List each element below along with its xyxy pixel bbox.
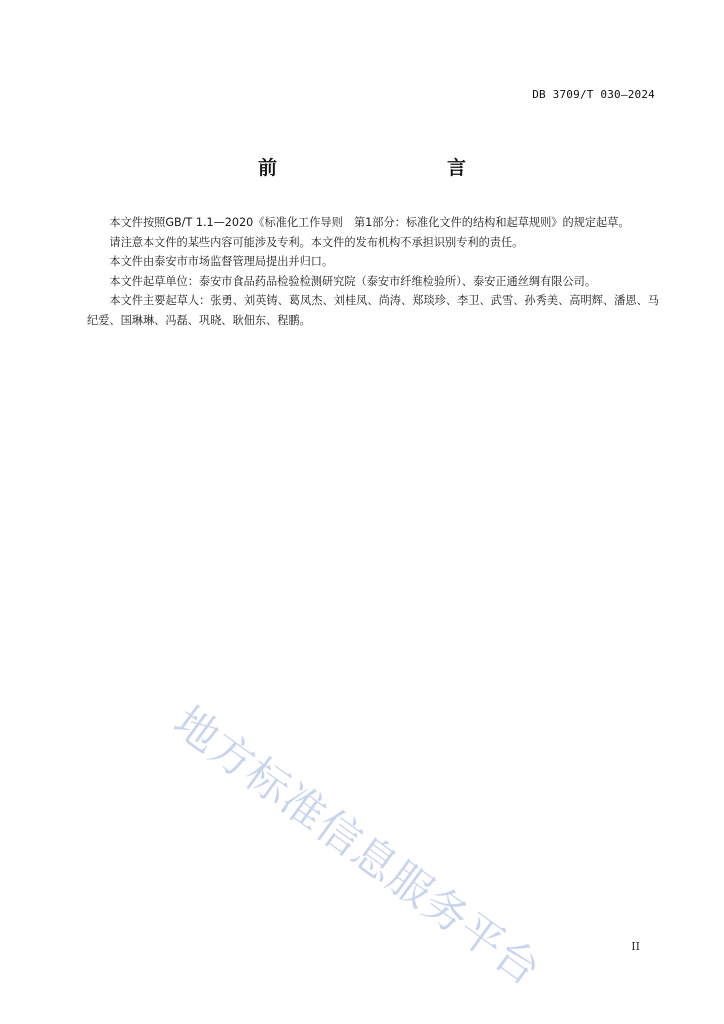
foreword-body bbox=[87, 213, 659, 331]
paragraph-drafting-rules: 本文件按照GB/T 1.1—2020《标准化工作导则 第1部分：标准化文件的结构和起草规则》的规定起草。 bbox=[109, 216, 630, 229]
paragraph-proposer: 本文件由泰安市市场监督管理局提出并归口。 bbox=[109, 255, 334, 269]
paragraph-drafting-units: 本文件起草单位：泰安市食品药品检验检测研究院（泰安市纤维检验所）、泰安正通丝绸有限公司。 bbox=[109, 274, 597, 288]
page-number: II bbox=[631, 940, 640, 953]
watermark: 地方标准信息服务平台 bbox=[164, 697, 550, 997]
paragraph-patent-notice: 请注意本文件的某些内容可能涉及专利。本文件的发布机构不承担识别专利的责任。 bbox=[109, 235, 524, 249]
page-title: 前 言 bbox=[257, 157, 510, 179]
document-code: DB 3709/T 030—2024 bbox=[532, 88, 655, 101]
paragraph-drafters: 本文件主要起草人：张勇、刘英铸、葛凤杰、刘桂凤、尚涛、郑琰珍、李卫、武雪、孙秀美、高明辉、潘恩、马纪爱、国琳琳、冯磊、巩晓、耿佃东、程鹏。 bbox=[87, 294, 659, 327]
